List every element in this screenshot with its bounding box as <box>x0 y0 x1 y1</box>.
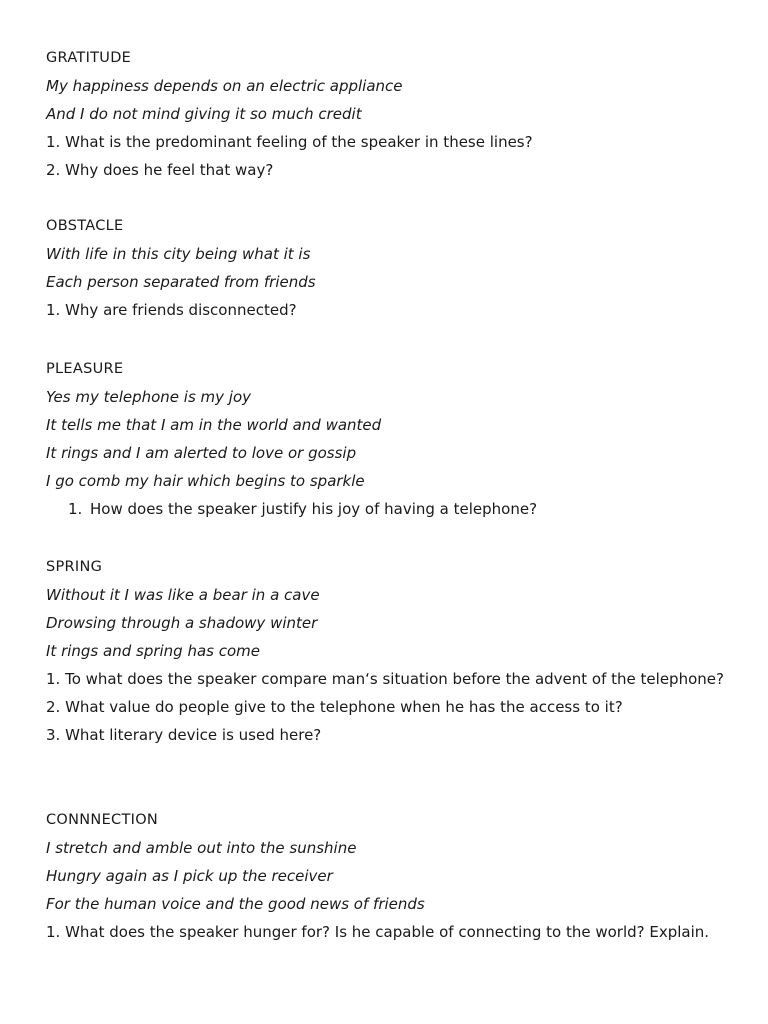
section-heading: GRATITUDE <box>46 50 132 66</box>
question <box>46 495 736 523</box>
section-heading: PLEASURE <box>46 361 124 377</box>
poem-line: Yes my telephone is my joy <box>46 388 252 406</box>
poem-line: It rings and spring has come <box>46 642 261 660</box>
section-heading: OBSTACLE <box>46 218 124 234</box>
question: 1. To what does the speaker compare man‘s situation before the advent of the telephone? <box>46 670 724 688</box>
question: 1. What does the speaker hunger for? Is he capable of connecting to the world? Explain. <box>46 923 710 941</box>
section-gratitude <box>46 44 736 184</box>
poem-line: I stretch and amble out into the sunshine <box>46 839 357 857</box>
question-text: How does the speaker justify his joy of having a telephone? <box>90 500 538 518</box>
poem-line: And I do not mind giving it so much credit <box>46 105 362 123</box>
section-heading: SPRING <box>46 559 103 575</box>
question: 3. What literary device is used here? <box>46 726 322 744</box>
poem-line: Without it I was like a bear in a cave <box>46 586 320 604</box>
poem-line: Drowsing through a shadowy winter <box>46 614 318 632</box>
question: 1. Why are friends disconnected? <box>46 301 297 319</box>
poem-line: With life in this city being what it is <box>46 245 311 263</box>
question-number: 1. <box>68 500 83 518</box>
section-spring <box>46 553 736 749</box>
poem-line: I go comb my hair which begins to sparkle <box>46 472 365 490</box>
section-connection <box>46 806 736 946</box>
section-pleasure <box>46 355 736 523</box>
poem-line: For the human voice and the good news of friends <box>46 895 425 913</box>
question: 2. Why does he feel that way? <box>46 161 274 179</box>
section-heading: CONNNECTION <box>46 812 159 828</box>
section-obstacle <box>46 212 736 324</box>
poem-line: It tells me that I am in the world and wanted <box>46 416 382 434</box>
question: 1. What is the predominant feeling of the speaker in these lines? <box>46 133 533 151</box>
poem-line: Hungry again as I pick up the receiver <box>46 867 333 885</box>
poem-line: Each person separated from friends <box>46 273 316 291</box>
poem-line: It rings and I am alerted to love or gossip <box>46 444 357 462</box>
question: 2. What value do people give to the telephone when he has the access to it? <box>46 698 623 716</box>
poem-line: My happiness depends on an electric appliance <box>46 77 403 95</box>
